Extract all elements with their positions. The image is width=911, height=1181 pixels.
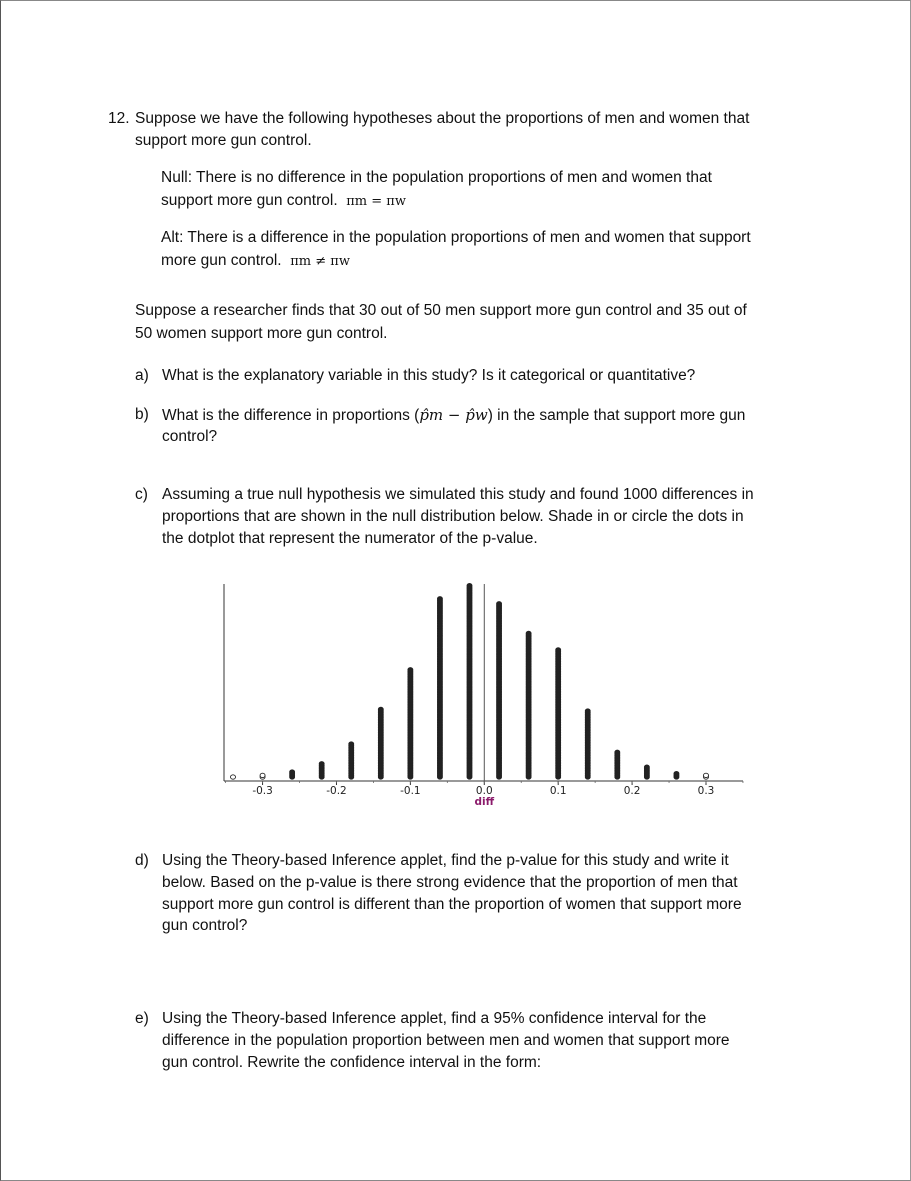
question-intro-line1: Suppose we have the following hypotheses about the proportions of men and women that	[135, 110, 750, 127]
dot-column	[674, 772, 679, 780]
dot	[378, 707, 383, 711]
part-a-label: a)	[135, 367, 149, 384]
x-axis-title: diff	[474, 796, 495, 808]
dot	[585, 709, 590, 713]
question-number: 12.	[108, 110, 130, 127]
x-tick-label: -0.2	[326, 785, 347, 797]
dot-column	[467, 583, 472, 779]
dot	[615, 750, 620, 754]
dot-column	[378, 707, 383, 779]
x-tick-label: -0.1	[400, 785, 421, 797]
dot-column	[497, 602, 502, 780]
dot-column	[349, 742, 354, 779]
part-c-label: c)	[135, 486, 148, 503]
dot	[290, 770, 295, 774]
null-hypothesis-text: support more gun control.	[161, 192, 338, 209]
dot-column	[704, 773, 709, 779]
x-tick-label: 0.1	[549, 785, 567, 797]
dot-column	[231, 775, 236, 779]
part-b-line2: control?	[162, 428, 218, 445]
dot	[644, 765, 649, 769]
dot	[260, 773, 265, 777]
alt-hypothesis-symbol: πm ≠ πw	[290, 254, 350, 269]
part-d-line2: below. Based on the p-value is there strong evidence that the proportion of men that	[162, 874, 738, 891]
part-d-line3: support more gun control is different than the proportion of women that support more	[162, 896, 742, 913]
dot	[674, 772, 679, 776]
null-distribution-dotplot	[1, 1, 910, 1180]
dot-column	[290, 770, 295, 779]
part-e-line1: Using the Theory-based Inference applet, find a 95% confidence interval for the	[162, 1010, 707, 1027]
dot-column	[615, 750, 620, 779]
dot	[231, 775, 236, 779]
dot	[704, 773, 709, 777]
data-description-line1: Suppose a researcher finds that 30 out of 50 men support more gun control and 35 out of	[135, 302, 747, 319]
dot	[349, 742, 354, 746]
part-d-label: d)	[135, 852, 149, 869]
part-c-line2: proportions that are shown in the null distribution below. Shade in or circle the dots in	[162, 508, 744, 525]
dot-column	[408, 668, 413, 780]
dot	[408, 668, 413, 672]
part-e-label: e)	[135, 1010, 149, 1027]
axis-layer	[224, 584, 743, 808]
part-b-text-pre: What is the difference in proportions (	[162, 407, 420, 424]
data-description-line2: 50 women support more gun control.	[135, 325, 388, 342]
dot-column	[437, 597, 442, 780]
null-hypothesis-symbol: πm = πw	[346, 194, 406, 209]
dot	[319, 762, 324, 766]
part-c-line1: Assuming a true null hypothesis we simulated this study and found 1000 differences in	[162, 486, 754, 503]
dot	[556, 648, 561, 652]
dot	[526, 631, 531, 635]
part-c-line3: the dotplot that represent the numerator of the p-value.	[162, 530, 538, 547]
dot	[437, 597, 442, 601]
dots-layer	[231, 583, 709, 779]
part-b-math: p̂m − p̂w	[419, 406, 488, 424]
part-b-label: b)	[135, 406, 149, 423]
part-a-text: What is the explanatory variable in this study? Is it categorical or quantitative?	[162, 367, 696, 384]
x-tick-label: -0.3	[252, 785, 273, 797]
alt-hypothesis-text: more gun control.	[161, 252, 282, 269]
alt-hypothesis-line1: Alt: There is a difference in the population proportions of men and women that support	[161, 229, 751, 246]
dot-column	[585, 709, 590, 779]
x-tick-label: 0.3	[697, 785, 715, 797]
part-d-line4: gun control?	[162, 917, 248, 934]
question-intro-line2: support more gun control.	[135, 132, 312, 149]
part-b-text-post: ) in the sample that support more gun	[487, 407, 746, 424]
dot-column	[644, 765, 649, 779]
part-e-line3: gun control. Rewrite the confidence interval in the form:	[162, 1054, 542, 1071]
x-tick-label: 0.0	[475, 785, 493, 797]
x-tick-label: 0.2	[623, 785, 641, 797]
dot-column	[526, 631, 531, 779]
dot	[497, 602, 502, 606]
dot-column	[556, 648, 561, 779]
dot	[467, 583, 472, 587]
dot-column	[260, 773, 265, 779]
null-hypothesis-line1: Null: There is no difference in the population proportions of men and women that	[161, 169, 712, 186]
part-e-line2: difference in the population proportion between men and women that support more	[162, 1032, 730, 1049]
part-d-line1: Using the Theory-based Inference applet, find the p-value for this study and write it	[162, 852, 729, 869]
dot-column	[319, 762, 324, 780]
